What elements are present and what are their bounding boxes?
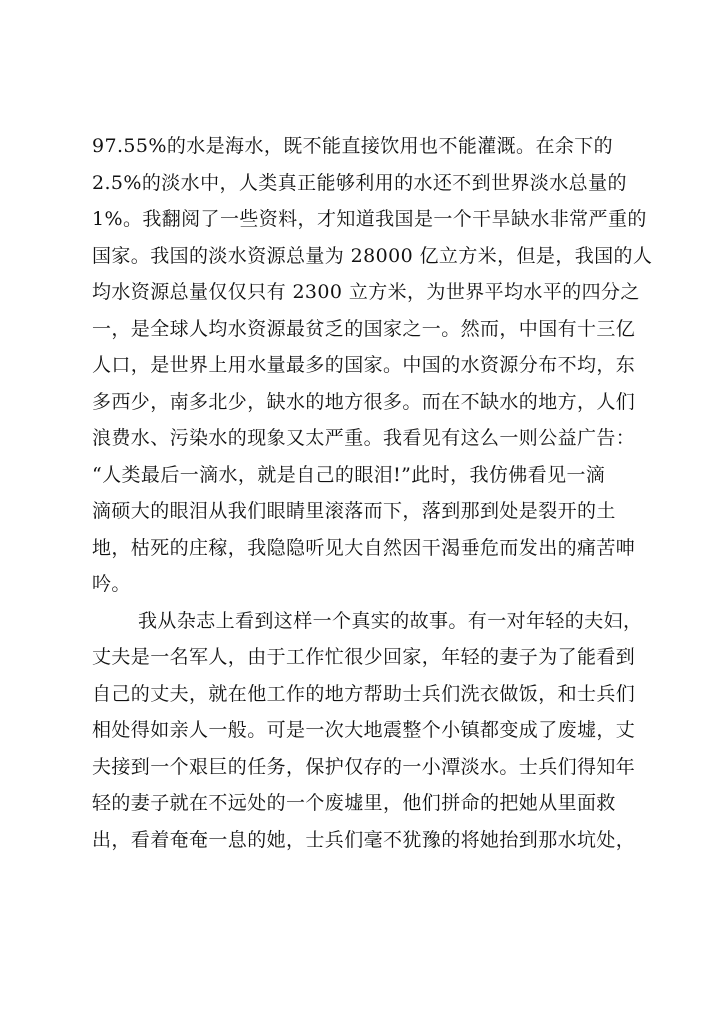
text-line: 自己的丈夫，就在他工作的地方帮助士兵们洗衣做饭，和士兵们 — [92, 682, 636, 705]
paragraph-1 — [92, 128, 652, 603]
text-line: 出，看着奄奄一息的她，士兵们毫不犹豫的将她抬到那水坑处， — [92, 828, 636, 851]
body-text — [92, 128, 652, 858]
text-line: 滴硕大的眼泪从我们眼睛里滚落而下，落到那到处是裂开的土 — [92, 500, 616, 522]
text-line: 我从杂志上看到这样一个真实的故事。有一对年轻的夫妇， — [138, 609, 643, 632]
text-line: 浪费水、污染水的现象又太严重。我看见有这么一则公益广告： — [92, 427, 636, 449]
text-line: 相处得如亲人一般。可是一次大地震整个小镇都变成了废墟，丈 — [92, 719, 636, 741]
text-line: 97.55%的水是海水，既不能直接饮用也不能灌溉。在余下的 — [92, 135, 614, 157]
text-line: 丈夫是一名军人，由于工作忙很少回家，年轻的妻子为了能看到 — [92, 646, 636, 668]
text-line: 吟。 — [92, 573, 131, 595]
text-line: “人类最后一滴水，就是自己的眼泪!”此时，我仿佛看见一滴 — [92, 463, 606, 486]
text-line: 国家。我国的淡水资源总量为 28000 亿立方米，但是，我国的人 — [92, 244, 653, 267]
text-line: 2.5%的淡水中，人类真正能够利用的水还不到世界淡水总量的 — [92, 171, 627, 194]
text-line: 人口，是世界上用水量最多的国家。中国的水资源分布不均，东 — [92, 354, 636, 376]
paragraph-2 — [92, 603, 652, 859]
text-line: 均水资源总量仅仅只有 2300 立方米，为世界平均水平的四分之 — [92, 281, 640, 303]
text-line: 1%。我翻阅了一些资料，才知道我国是一个干旱缺水非常严重的 — [92, 208, 647, 230]
text-line: 地，枯死的庄稼，我隐隐听见大自然因干渴垂危而发出的痛苦呻 — [92, 536, 636, 559]
text-line: 多西少，南多北少，缺水的地方很多。而在不缺水的地方，人们 — [92, 390, 636, 413]
text-line: 一，是全球人均水资源最贫乏的国家之一。然而，中国有十三亿 — [92, 317, 636, 340]
text-line: 夫接到一个艰巨的任务，保护仅存的一小潭淡水。士兵们得知年 — [92, 755, 636, 778]
text-line: 轻的妻子就在不远处的一个废墟里，他们拼命的把她从里面救 — [92, 792, 616, 814]
